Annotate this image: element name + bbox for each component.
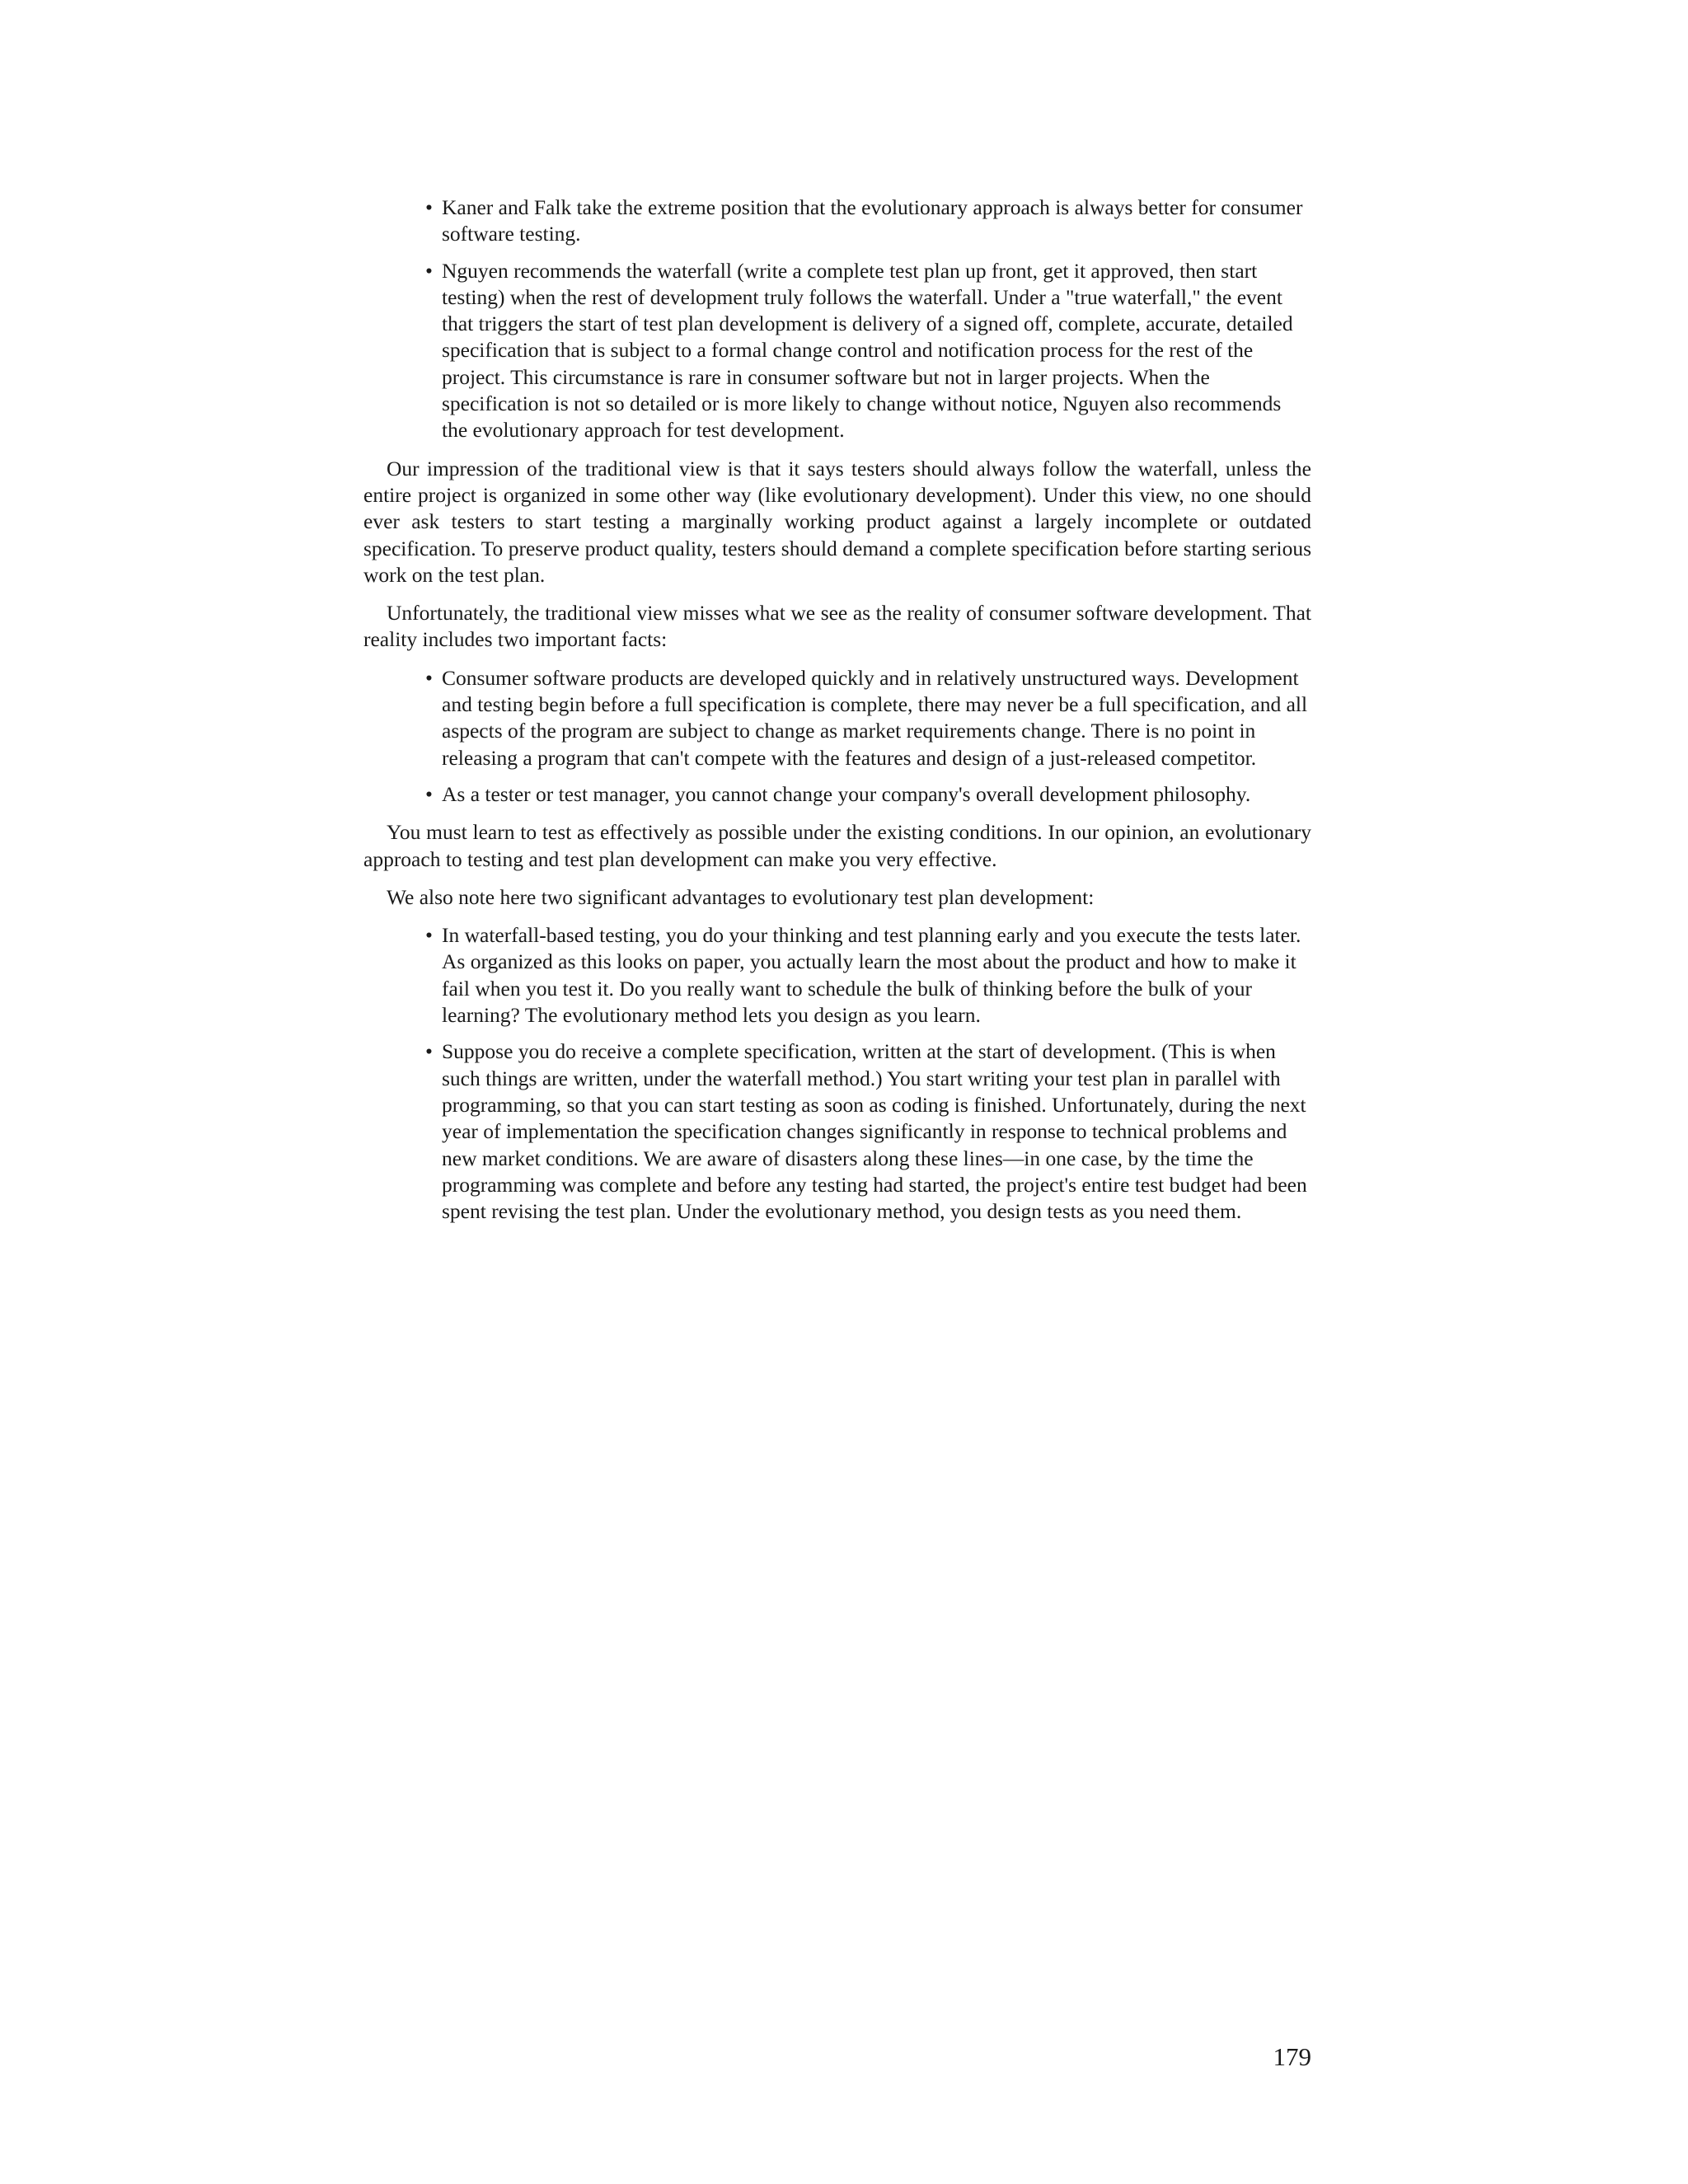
bullet-icon: •	[425, 258, 433, 283]
bullet-list-positions	[363, 194, 1311, 444]
bullet-list-advantages	[363, 922, 1311, 1225]
paragraph-advantages: We also note here two significant advantages to evolutionary test plan development:	[387, 884, 1095, 909]
list-item	[363, 665, 1311, 771]
list-item	[363, 1038, 1311, 1225]
page-number: 179	[1273, 2042, 1311, 2071]
paragraph-learn-to-test: You must learn to test as effectively as possible under the existing conditions. In our opinion, an evolutionary approach to testing and test plan development can make you very effective.	[363, 820, 1311, 871]
list-item-text: As a tester or test manager, you cannot change your company's overall development philosophy.	[442, 781, 1251, 806]
list-item-text: In waterfall-based testing, you do your thinking and test planning early and you execute the tests later. As organized as this looks on paper, you actually learn the most about the product and how to make it fail when you test it. Do you really want to schedule the bulk of thinking before the bulk of your learning? The evolutionary method lets you design as you learn.	[442, 923, 1301, 1028]
bullet-icon: •	[425, 665, 433, 690]
list-item-text: Suppose you do receive a complete specification, written at the start of development. (This is when such things are written, under the waterfall method.) You start writing your test plan in parallel with programming, so that you can start testing as soon as coding is finished. Unfortunately, during the next year of implementation the specification changes significantly in response to technical problems and new market conditions. We are aware of disasters along these lines—in one case, by the time the programming was complete and before any testing had started, the project's entire test budget had been spent revising the test plan. Under the evolutionary method, you design tests as you need them.	[442, 1039, 1307, 1224]
bullet-icon: •	[425, 1039, 433, 1064]
list-item-text: Consumer software products are developed quickly and in relatively unstructured ways. Development and testing begin before a full specification is complete, there may never be a full specification, and all aspects of the program are subject to change as market requirements change. There is no point in releasing a program that can't compete with the features and design of a just-released competitor.	[442, 665, 1308, 770]
bullet-list-facts	[363, 665, 1311, 808]
list-item-text: Kaner and Falk take the extreme position that the evolutionary approach is always better for consumer software testing.	[442, 195, 1303, 246]
bullet-icon: •	[425, 923, 433, 948]
list-item	[363, 922, 1311, 1029]
bullet-icon: •	[425, 195, 433, 219]
paragraph-traditional-view: Our impression of the traditional view is that it says testers should always follow the waterfall, unless the entire project is organized in some other way (like evolutionary development). Under this view, no one should ever ask testers to start testing a marginally working product against a largely incomplete or outdated specification. To preserve product quality, testers should demand a complete specification before starting serious work on the test plan.	[363, 456, 1311, 587]
list-item-text: Nguyen recommends the waterfall (write a complete test plan up front, get it approved, then start testing) when the rest of development truly follows the waterfall. Under a "true waterfall," the event that triggers the start of test plan development is delivery of a signed off, complete, accurate, detailed specification that is subject to a formal change control and notification process for the rest of the project. This circumstance is rare in consumer software but not in larger projects. When the specification is not so detailed or is more likely to change without notice, Nguyen also recommends the evolutionary approach for test development.	[442, 258, 1293, 443]
paragraph-reality: Unfortunately, the traditional view misses what we see as the reality of consumer software development. That reality includes two important facts:	[363, 601, 1311, 652]
bullet-icon: •	[425, 781, 433, 806]
list-item	[363, 194, 1311, 248]
list-item	[363, 258, 1311, 444]
list-item	[363, 781, 1311, 808]
page-body	[363, 194, 1311, 1236]
